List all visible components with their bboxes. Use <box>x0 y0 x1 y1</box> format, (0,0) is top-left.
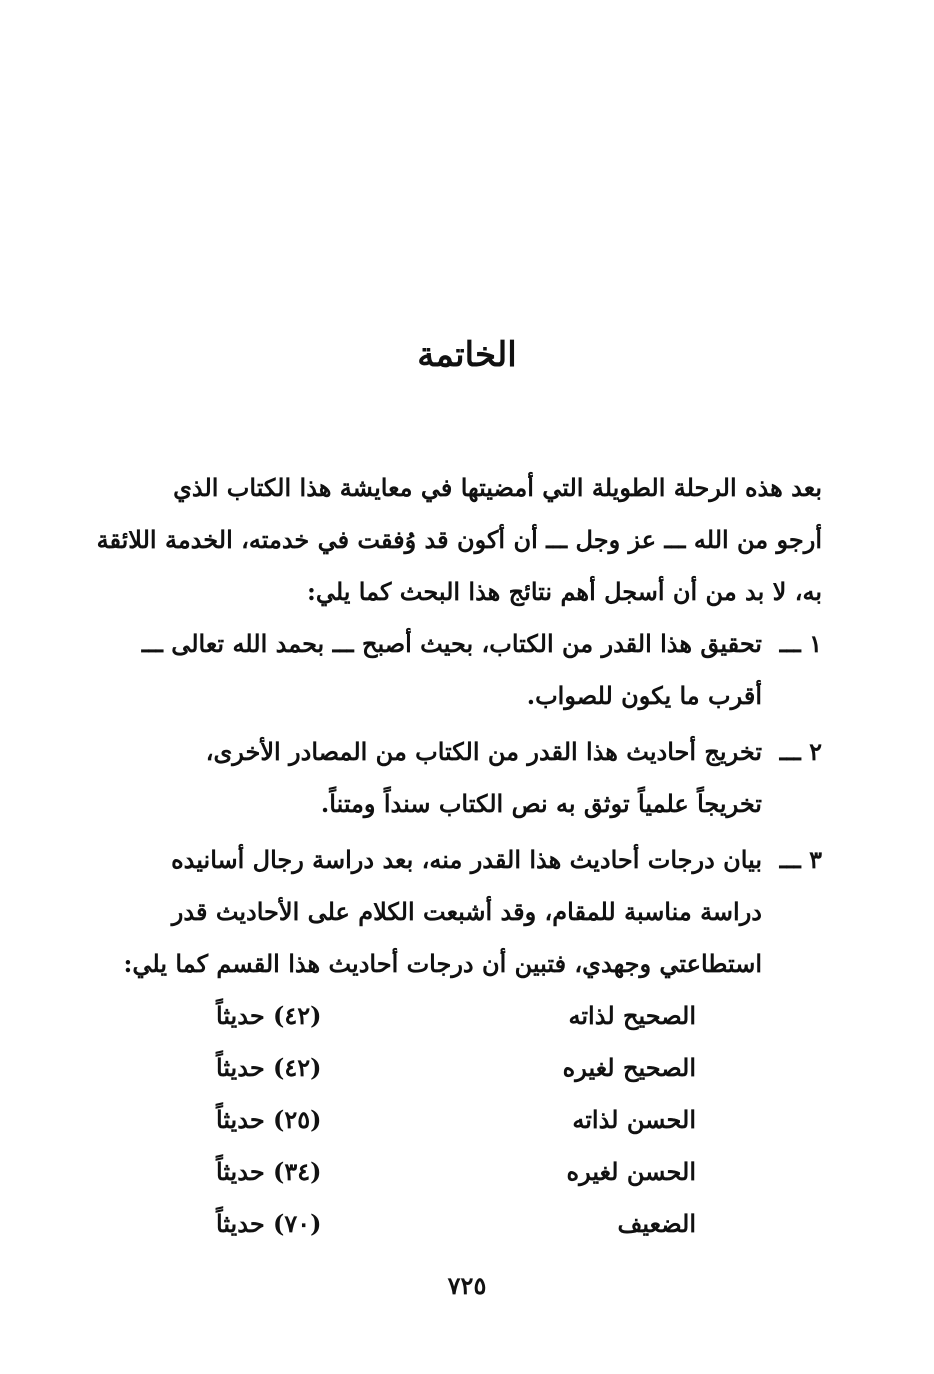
item-text <box>100 618 762 722</box>
item-line: بيان درجات أحاديث هذا القدر منه، بعد دراسة رجال أسانيده <box>171 845 762 874</box>
item-line: تحقيق هذا القدر من الكتاب، بحيث أصبح ـــ بحمد الله تعالى ـــ <box>141 629 762 658</box>
grade-name: الحسن لذاته <box>572 1105 696 1134</box>
item-number: ٣ ـــ <box>779 845 822 874</box>
grade-count: (٣٤) حديثاً <box>216 1157 322 1186</box>
intro-line: أرجو من الله ـــ عز وجل ـــ أن أكون قد وُفقت في خدمته، الخدمة اللائقة <box>96 525 822 554</box>
grade-row <box>216 1198 696 1250</box>
grade-row <box>216 1042 696 1094</box>
grade-count: (٢٥) حديثاً <box>216 1105 322 1134</box>
item-line: دراسة مناسبة للمقام، وقد أشبعت الكلام على الأحاديث قدر <box>171 897 762 926</box>
grade-row <box>216 1094 696 1146</box>
intro-paragraph <box>96 462 822 618</box>
item-line: أقرب ما يكون للصواب. <box>526 681 762 710</box>
hadith-grades-list <box>216 990 696 1250</box>
result-item-2 <box>100 726 822 830</box>
result-item-1 <box>100 618 822 722</box>
item-line: تخريجاً علمياً توثق به نص الكتاب سنداً ومتناً. <box>320 789 762 818</box>
result-item-3 <box>100 834 822 990</box>
page-number: ٧٢٥ <box>447 1271 487 1300</box>
item-number: ٢ ـــ <box>779 737 822 766</box>
grade-name: الصحيح لغيره <box>562 1053 696 1082</box>
grade-name: الصحيح لذاته <box>568 1001 696 1030</box>
grade-count: (٤٢) حديثاً <box>216 1001 322 1030</box>
grade-row <box>216 1146 696 1198</box>
intro-line: بعد هذه الرحلة الطويلة التي أمضيتها في معايشة هذا الكتاب الذي <box>173 473 822 502</box>
grade-count: (٧٠) حديثاً <box>216 1209 322 1238</box>
page-title: الخاتمة <box>417 335 517 375</box>
intro-line: به، لا بد من أن أسجل أهم نتائج هذا البحث كما يلي: <box>306 577 822 606</box>
item-text <box>100 726 762 830</box>
grade-row <box>216 990 696 1042</box>
grade-name: الضعيف <box>617 1209 696 1238</box>
grade-count: (٤٢) حديثاً <box>216 1053 322 1082</box>
item-number: ١ ـــ <box>779 629 822 658</box>
item-text <box>100 834 762 990</box>
item-line: تخريج أحاديث هذا القدر من الكتاب من المصادر الأخرى، <box>205 737 762 766</box>
item-line: استطاعتي وجهدي، فتبين أن درجات أحاديث هذا القسم كما يلي: <box>123 949 762 978</box>
grade-name: الحسن لغيره <box>566 1157 696 1186</box>
